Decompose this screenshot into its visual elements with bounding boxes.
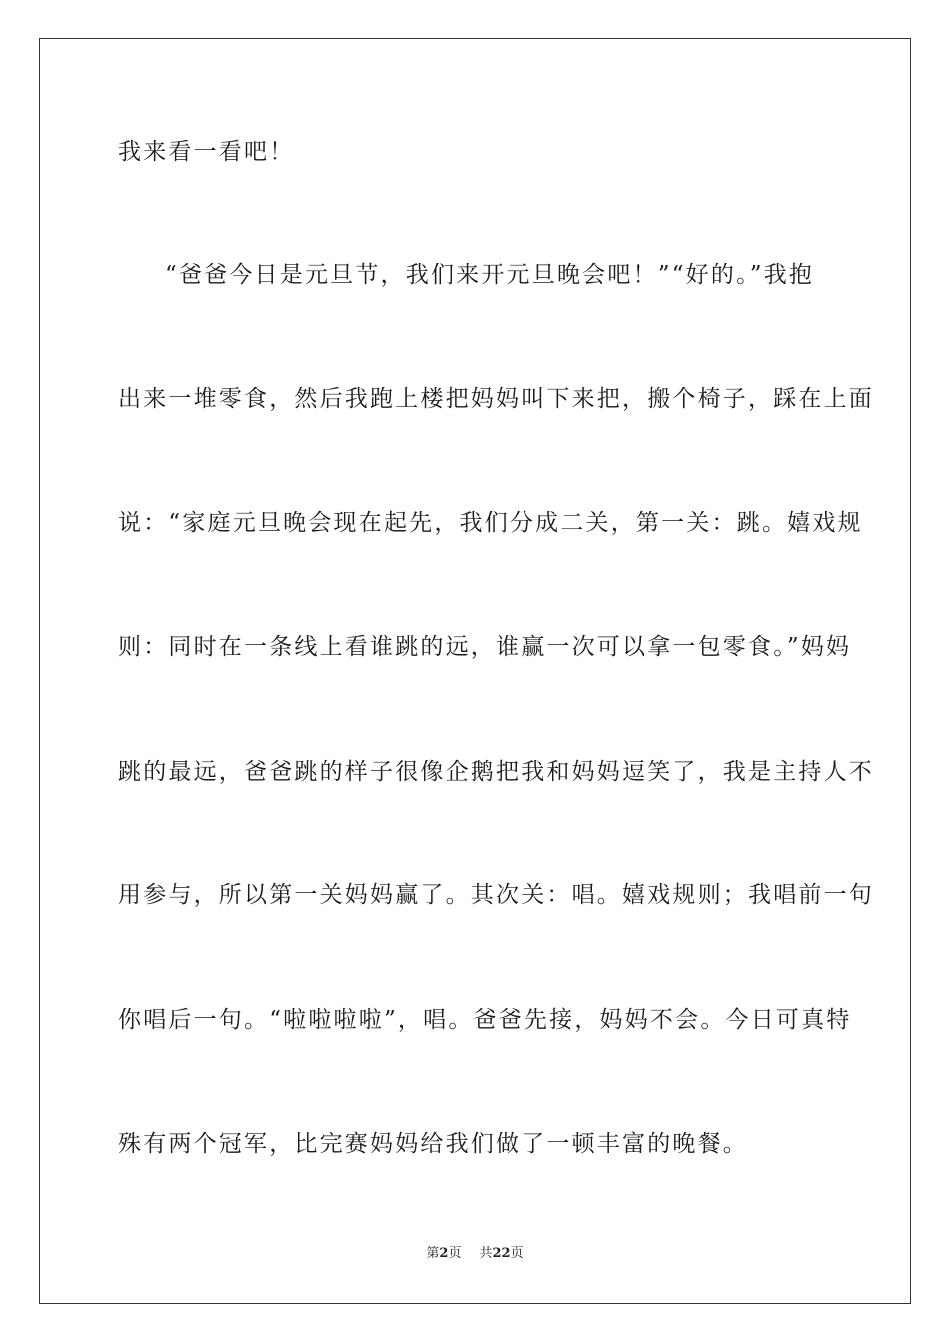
body-line-1: 我来看一看吧！ (118, 139, 295, 165)
total-suffix: 页 (510, 1246, 524, 1261)
body-line-8: 你唱后一句。“啦啦啦啦”，唱。爸爸先接，妈妈不会。今日可真特 (118, 1007, 852, 1033)
body-line-5: 则：同时在一条线上看谁跳的远，谁赢一次可以拿一包零食。”妈妈 (118, 634, 852, 660)
page-frame (39, 38, 911, 1304)
body-line-7: 用参与，所以第一关妈妈赢了。其次关：唱。嬉戏规则；我唱前一句 (118, 882, 874, 908)
total-prefix: 共 (479, 1246, 493, 1261)
body-line-9: 殊有两个冠军，比完赛妈妈给我们做了一顿丰富的晚餐。 (118, 1131, 748, 1157)
body-line-3: 出来一堆零食，然后我跑上楼把妈妈叫下来把，搬个椅子，踩在上面 (118, 386, 874, 412)
body-line-4: 说：“家庭元旦晚会现在起先，我们分成二关，第一关：跳。嬉戏规 (118, 510, 863, 536)
page-number: 2 (439, 1246, 449, 1261)
body-line-6: 跳的最远，爸爸跳的样子很像企鹅把我和妈妈逗笑了，我是主持人不 (118, 759, 874, 785)
page-footer (0, 1244, 950, 1264)
body-line-2: “爸爸今日是元旦节，我们来开元旦晚会吧！”“好的。”我抱 (165, 262, 815, 288)
page-suffix: 页 (448, 1246, 462, 1261)
total-pages: 22 (492, 1246, 511, 1261)
page-prefix: 第 (426, 1246, 440, 1261)
